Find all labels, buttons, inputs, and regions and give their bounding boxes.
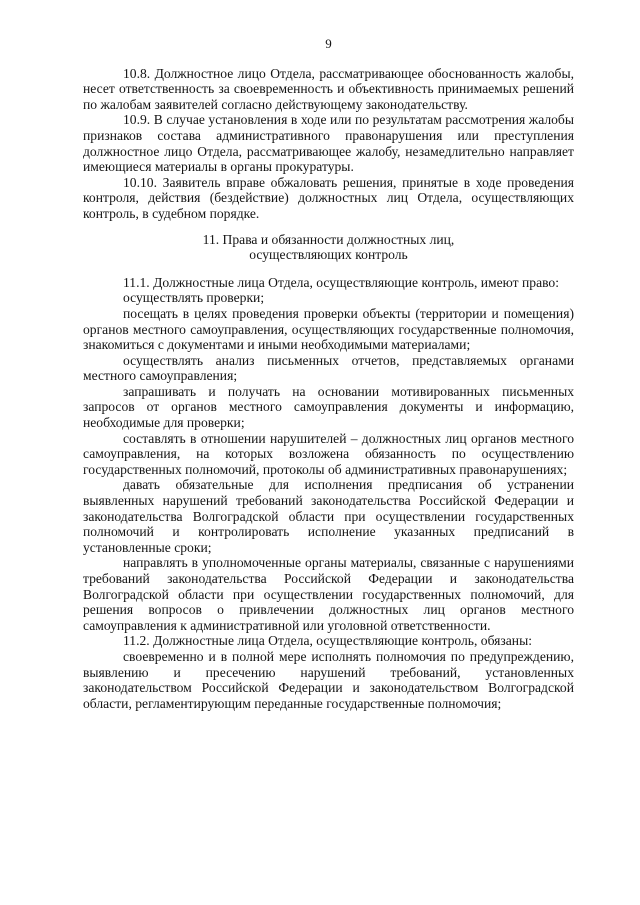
- list-item-inspections: осуществлять проверки;: [123, 290, 265, 306]
- paragraph-10-10: 10.10. Заявитель вправе обжаловать решения, принятые в ходе проведения контроля, действия (бездействие) должностных лиц Отдела, осуществляющих контроль, в судебном порядке.: [83, 174, 574, 221]
- paragraph-10-8: 10.8. Должностное лицо Отдела, рассматривающее обоснованность жалобы, несет ответственность за своевременность и объективность принимаемых решений по жалобам заявителей согласно действующему законодательству.: [83, 65, 574, 112]
- section-heading: [83, 232, 574, 263]
- list-item-visit-objects: посещать в целях проведения проверки объекты (территории и помещения) органов местного самоуправления, осуществляющих государственные полномочия, знакомиться с документами и иными необходимыми материалами;: [83, 305, 574, 353]
- list-item-issue-orders: давать обязательные для исполнения предписания об устранении выявленных нарушений требований законодательства Российской Федерации и законодательства Волгоградской области при осуществлении государственных полномочий и контролировать исполнение указанных предписаний в установленные сроки;: [83, 477, 574, 555]
- paragraph-11-2: 11.2. Должностные лица Отдела, осуществляющие контроль, обязаны:: [123, 633, 532, 649]
- list-item-analyze-reports: осуществлять анализ письменных отчетов, представляемых органами местного самоуправления;: [83, 352, 574, 384]
- section-heading-line-2: осуществляющих контроль: [249, 247, 408, 263]
- section-heading-line-1: 11. Права и обязанности должностных лиц,: [202, 231, 455, 247]
- paragraph-10-9: 10.9. В случае установления в ходе или по результатам рассмотрения жалобы признаков состава административного правонарушения или преступления должностное лицо Отдела, рассматривающее жалобу, незамедлительно направляет имеющиеся материалы в органы прокуратуры.: [83, 112, 574, 175]
- page-number: 9: [325, 36, 332, 51]
- paragraph-11-1: 11.1. Должностные лица Отдела, осуществляющие контроль, имеют право:: [123, 274, 560, 290]
- list-item-exercise-powers: своевременно и в полной мере исполнять полномочия по предупреждению, выявлению и пресечению нарушений требований, установленных законодательством Российской Федерации и законодательством Волгоградской области, регламентирующим переданные государственные полномочия;: [83, 648, 574, 711]
- list-item-draw-protocols: составлять в отношении нарушителей – должностных лиц органов местного самоуправления, на которых возложена обязанность по осуществлению государственных полномочий, протоколы об административных правонарушениях;: [83, 430, 574, 477]
- list-item-request-documents: запрашивать и получать на основании мотивированных письменных запросов от органов местного самоуправления документы и информацию, необходимые для проверки;: [83, 383, 574, 431]
- list-item-send-materials: направлять в уполномоченные органы материалы, связанные с нарушениями требований законодательства Российской Федерации и законодательства Волгоградской области при осуществлении государственных полномочий, для решения вопросов о привлечении должностных лиц органов местного самоуправления к административной или уголовной ответственности.: [83, 555, 574, 633]
